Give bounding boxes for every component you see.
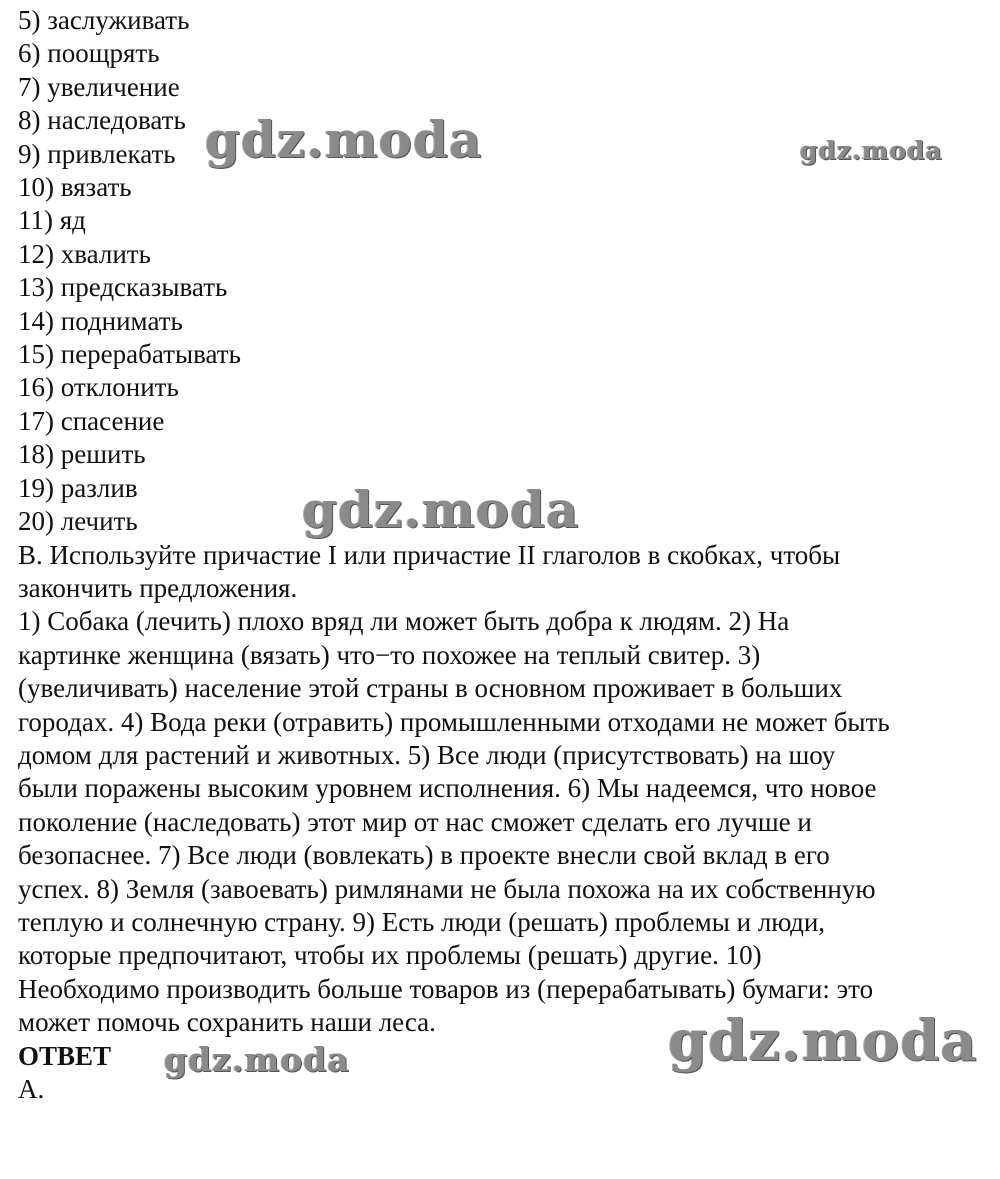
vocabulary-list bbox=[18, 4, 988, 539]
task-b-text-line: может помочь сохранить наши леса. bbox=[18, 1007, 436, 1038]
task-b-text-line: (увеличивать) население этой страны в основном проживает в больших bbox=[18, 673, 843, 704]
watermark: gdz.moda bbox=[302, 480, 580, 539]
list-item: 5) заслуживать bbox=[18, 5, 190, 35]
task-b-text-line: 1) Собака (лечить) плохо вряд ли может быть добра к людям. 2) На bbox=[18, 606, 790, 637]
task-b-text-line: которые предпочитают, чтобы их проблемы (решать) другие. 10) bbox=[18, 940, 762, 971]
task-b-heading-line-2: закончить предложения. bbox=[18, 572, 298, 603]
list-item: 13) предсказывать bbox=[18, 272, 228, 303]
list-item: 12) хвалить bbox=[18, 238, 151, 269]
watermark: gdz.moda bbox=[205, 110, 483, 169]
list-item: 16) отклонить bbox=[18, 372, 179, 403]
task-b-text-line: Необходимо производить больше товаров из (перерабатывать) бумаги: это bbox=[18, 973, 874, 1004]
watermark: gdz.moda bbox=[164, 1040, 350, 1079]
list-item: 14) поднимать bbox=[18, 305, 183, 336]
list-item: 15) перерабатывать bbox=[18, 339, 241, 370]
task-b-text-line: безопаснее. 7) Все люди (вовлекать) в проекте внесли свой вклад в его bbox=[18, 840, 830, 871]
task-b-text-line: картинке женщина (вязать) что−то похожее на теплый свитер. 3) bbox=[18, 639, 761, 670]
task-b-text-line: теплую и солнечную страну. 9) Есть люди (решать) проблемы и люди, bbox=[18, 906, 826, 937]
list-item: 6) поощрять bbox=[18, 38, 160, 69]
answer-first-item: A. bbox=[18, 1074, 45, 1104]
task-b-text-line: домом для растений и животных. 5) Все люди (присутствовать) на шоу bbox=[18, 739, 836, 770]
task-b-text-line: были поражены высоким уровнем исполнения. 6) Мы надеемся, что новое bbox=[18, 773, 877, 804]
list-item: 8) наследовать bbox=[18, 105, 186, 136]
watermark: gdz.moda bbox=[668, 1008, 978, 1074]
task-b bbox=[18, 539, 988, 1040]
task-b-text-line: успех. 8) Земля (завоевать) римлянами не была похожа на их собственную bbox=[18, 873, 876, 904]
list-item: 7) увеличение bbox=[18, 71, 180, 102]
task-b-heading-line-1: B. Используйте причастие I или причастие II глаголов в скобках, чтобы bbox=[18, 539, 841, 570]
answer-label: ОТВЕТ bbox=[18, 1040, 112, 1071]
document-page bbox=[18, 4, 988, 1106]
watermark: gdz.moda bbox=[800, 136, 943, 165]
list-item: 19) разлив bbox=[18, 472, 138, 503]
task-b-text-line: поколение (наследовать) этот мир от нас сможет сделать его лучше и bbox=[18, 806, 812, 837]
task-b-text-line: городах. 4) Вода реки (отравить) промышленными отходами не может быть bbox=[18, 706, 890, 737]
list-item: 10) вязать bbox=[18, 172, 132, 203]
list-item: 17) спасение bbox=[18, 405, 165, 436]
list-item: 20) лечить bbox=[18, 506, 138, 537]
list-item: 11) яд bbox=[18, 205, 86, 236]
list-item: 9) привлекать bbox=[18, 138, 176, 169]
list-item: 18) решить bbox=[18, 439, 146, 470]
